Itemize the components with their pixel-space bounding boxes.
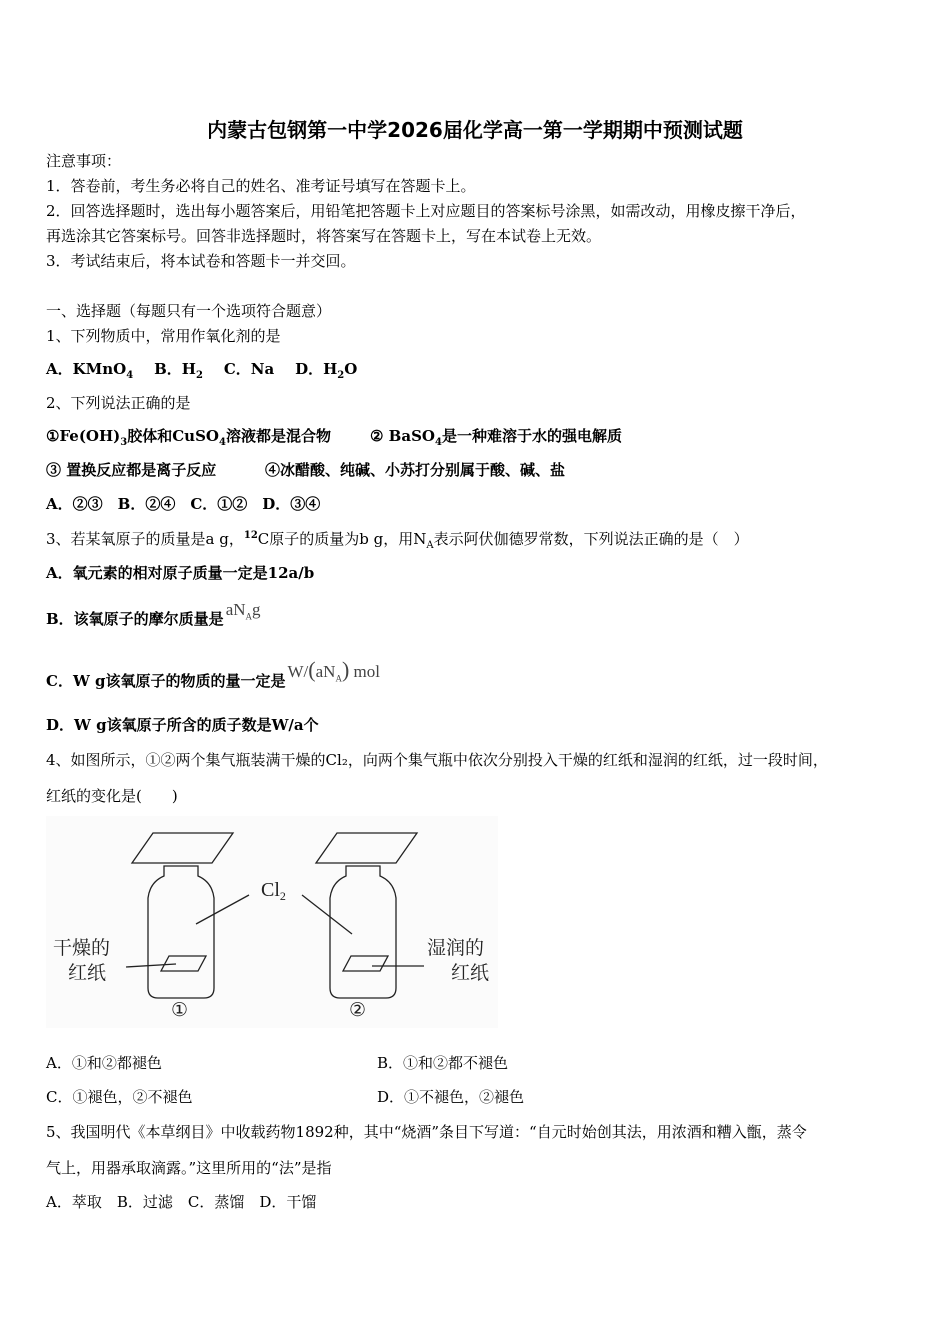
q4-option-d: D．①不褪色，②褪色: [377, 1088, 525, 1106]
q3-option-b: B．该氧原子的摩尔质量是 $aN_Ag$: [46, 600, 261, 628]
notice-heading: 注意事项：: [46, 152, 122, 170]
gas-bottle-2: [330, 866, 396, 998]
question-1-stem: 1、下列物质中，常用作氧化剂的是: [46, 327, 281, 345]
q3-option-c: C．W g该氧原子的物质的量一定是 $W/(aN_A)$ mol: [46, 657, 380, 690]
question-2-options: A．②③ B．②④ C．①② D．③④: [46, 495, 321, 513]
question-4-stem: 4、如图所示，①②两个集气瓶装满干燥的Cl₂，向两个集气瓶中依次分别投入干燥的红纸和湿润的红纸，过一段时间，: [46, 751, 828, 769]
page-title: 内蒙古包钢第一中学2026届化学高一第一学期期中预测试题: [207, 118, 743, 142]
q3-option-a: A．氧元素的相对原子质量一定是12a/b: [46, 564, 315, 582]
glass-plate-2: [316, 833, 417, 863]
dry-paper-label-1: 干燥的: [53, 938, 111, 959]
q1-option-d: D．$H_2O$: [295, 360, 358, 381]
q4-option-a: A．①和②都褪色: [46, 1054, 162, 1072]
gas-bottle-figure: [46, 816, 498, 1028]
q2-statement-4: ④冰醋酸、纯碱、小苏打分别属于酸、碱、盐: [265, 461, 566, 479]
glass-plate-1: [132, 833, 233, 863]
q3-option-d: D．W g该氧原子所含的质子数是W/a个: [46, 716, 319, 734]
q1-option-c: C．Na: [223, 360, 275, 378]
q2-statement-2: ② BaSO$_4$是一种难溶于水的强电解质: [370, 427, 622, 448]
bottle-2-label: ②: [349, 1000, 367, 1021]
question-5-stem-cont: 气上，用器承取滴露。”这里所用的“法”是指: [46, 1159, 332, 1177]
q1-option-b: B．$H_2$: [154, 360, 203, 381]
bottle-1-label: ①: [171, 1000, 189, 1021]
section-heading: 一、选择题（每题只有一个选项符合题意）: [46, 302, 332, 320]
q2-statement-3: ③ 置换反应都是离子反应: [46, 461, 217, 479]
question-5-options: A．萃取 B．过滤 C．蒸馏 D．干馏: [46, 1193, 317, 1211]
q2-statement-1: $①Fe(OH)_3$胶体和CuSO$_4$溶液都是混合物: [46, 427, 331, 448]
gas-bottle-1: [148, 866, 214, 998]
dry-paper-label-2: 红纸: [68, 963, 107, 984]
left-pointer: [126, 964, 176, 967]
question-5-stem: 5、我国明代《本草纲目》中收载药物1892种，其中“烧酒”条目下写道：“自元时始创其法，用浓酒和糟入甑，蒸令: [46, 1123, 807, 1141]
cl2-label: $Cl_2$: [261, 879, 286, 903]
q4-option-c: C．①褪色，②不褪色: [46, 1088, 193, 1106]
question-1-options: [46, 359, 357, 379]
wet-paper-label-2: 红纸: [451, 963, 490, 984]
cl2-pointer-2: [302, 895, 352, 934]
notice-item-3: 3．考试结束后，将本试卷和答题卡一并交回。: [46, 252, 356, 270]
q1-option-a: A．KMnO$_4$: [46, 360, 134, 381]
notice-item-2: 2．回答选择题时，选出每小题答案后，用铅笔把答题卡上对应题目的答案标号涂黑，如需改动，用橡皮擦干净后，: [46, 202, 806, 220]
cl2-pointer-1: [196, 895, 249, 924]
question-4-stem-cont: 红纸的变化是( ): [46, 787, 178, 805]
notice-item-1: 1．答卷前，考生务必将自己的姓名、准考证号填写在答题卡上。: [46, 177, 476, 195]
wet-paper-label-1: 湿润的: [427, 938, 485, 959]
q4-option-b: B．①和②都不褪色: [377, 1054, 509, 1072]
amount-formula: $W/(aN_A)$ mol: [287, 657, 380, 684]
red-paper-wet: [343, 956, 388, 971]
question-2-stem: 2、下列说法正确的是: [46, 394, 191, 412]
red-paper-dry: [161, 956, 206, 971]
question-3-stem: 3、若某氧原子的质量是a g，$^{12}$C原子的质量为b g，用$N_A$表示阿伏伽德罗常数，下列说法正确的是（ ）: [46, 530, 749, 551]
molar-mass-formula: $aN_Ag$: [225, 600, 261, 622]
notice-item-2-cont: 再选涂其它答案标号。回答非选择题时，将答案写在答题卡上，写在本试卷上无效。: [46, 227, 602, 245]
